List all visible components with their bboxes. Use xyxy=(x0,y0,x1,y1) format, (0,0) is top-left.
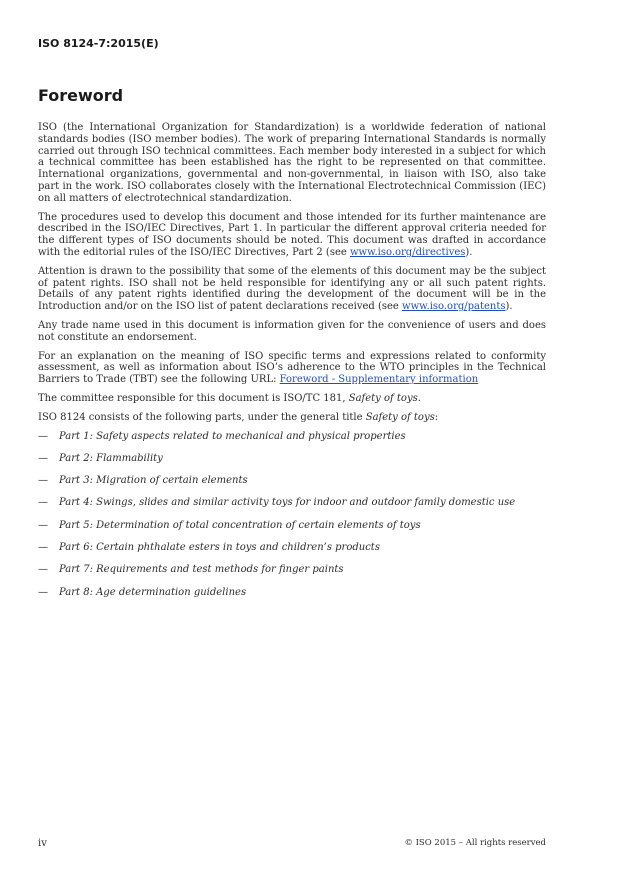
paragraph-procedures xyxy=(38,212,546,259)
patents-link[interactable]: www.iso.org/patents xyxy=(402,301,506,313)
list-item xyxy=(38,564,546,586)
committee-title: Safety of toys xyxy=(348,392,418,404)
dash-bullet: — xyxy=(38,497,48,509)
paragraph-committee-end: . xyxy=(417,392,421,404)
directives-link[interactable]: www.iso.org/directives xyxy=(349,246,466,258)
part-title: Part 5: Determination of total concentration of certain elements of toys xyxy=(59,519,421,531)
paragraph-patents xyxy=(38,266,546,313)
dash-bullet: — xyxy=(38,430,48,442)
paragraph-patents-end: ). xyxy=(505,301,513,313)
paragraph-procedures-end: ). xyxy=(465,246,473,258)
list-item xyxy=(38,497,546,519)
general-title: Safety of toys xyxy=(365,411,435,423)
paragraph-conformity xyxy=(38,351,546,386)
list-item xyxy=(38,475,546,497)
document-id-header: ISO 8124-7:2015(E) xyxy=(38,37,159,50)
paragraph-procedures-text: The procedures used to develop this document and those intended for its further maintenance are described in the ISO/IEC Directives, Part 1. In particular the different approval criteria needed for the different types of ISO documents should be noted. This document was drafted in accordance with the editorial rules of the ISO/IEC Directives, Part 2 (see xyxy=(38,211,546,258)
part-title: Part 4: Swings, slides and similar activity toys for indoor and outdoor family domestic use xyxy=(59,497,516,509)
paragraph-parts-intro-end: : xyxy=(434,411,439,423)
list-item xyxy=(38,542,546,564)
paragraph-iso-intro: ISO (the International Organization for Standardization) is a worldwide federation of national standards bodies (ISO member bodies). The work of preparing International Standards is normally carried out through ISO technical committees. Each member body interested in a subject for which a technical committee has been established has the right to be represented on that committee. International organizations, governmental and non-governmental, in liaison with ISO, also take part in the work. ISO collaborates closely with the International Electrotechnical Commission (IEC) on all matters of electrotechnical standardization. xyxy=(38,122,546,204)
part-title: Part 7: Requirements and test methods for finger paints xyxy=(59,564,344,576)
dash-bullet: — xyxy=(38,452,48,464)
foreword-body xyxy=(38,122,546,609)
dash-bullet: — xyxy=(38,475,48,487)
part-title: Part 6: Certain phthalate esters in toys and children’s products xyxy=(59,542,380,554)
dash-bullet: — xyxy=(38,519,48,531)
paragraph-committee xyxy=(38,393,546,405)
paragraph-parts-intro xyxy=(38,412,546,424)
dash-bullet: — xyxy=(38,586,48,598)
paragraph-trade-name: Any trade name used in this document is information given for the convenience of users and does not constitute an endorsement. xyxy=(38,319,546,343)
page-number: iv xyxy=(38,838,47,849)
copyright-notice: © ISO 2015 – All rights reserved xyxy=(404,838,546,848)
page-title: Foreword xyxy=(38,86,124,105)
dash-bullet: — xyxy=(38,564,48,576)
paragraph-conformity-text: For an explanation on the meaning of ISO specific terms and expressions related to conformity assessment, as well as information about ISO’s adherence to the WTO principles in the Technical Barriers to Trade (TBT) see the following URL: xyxy=(38,350,546,386)
list-item xyxy=(38,431,546,453)
list-item xyxy=(38,587,546,609)
paragraph-committee-text: The committee responsible for this document is ISO/TC 181, xyxy=(38,392,349,404)
paragraph-parts-intro-text: ISO 8124 consists of the following parts, under the general title xyxy=(38,411,366,423)
part-title: Part 3: Migration of certain elements xyxy=(59,475,248,487)
part-title: Part 2: Flammability xyxy=(59,452,163,464)
paragraph-patents-text: Attention is drawn to the possibility that some of the elements of this document may be the subject of patent rights. ISO shall not be held responsible for identifying any or all such patent rights. Details of any patent rights identified during the development of the document will be in the Introduction and/or on the ISO list of patent declarations received (see xyxy=(38,265,546,313)
part-title: Part 1: Safety aspects related to mechanical and physical properties xyxy=(59,430,406,442)
list-item xyxy=(38,520,546,542)
parts-list xyxy=(38,431,546,609)
supplementary-info-link[interactable]: Foreword - Supplementary information xyxy=(279,374,479,386)
part-title: Part 8: Age determination guidelines xyxy=(59,586,247,598)
list-item xyxy=(38,453,546,475)
dash-bullet: — xyxy=(38,542,48,554)
